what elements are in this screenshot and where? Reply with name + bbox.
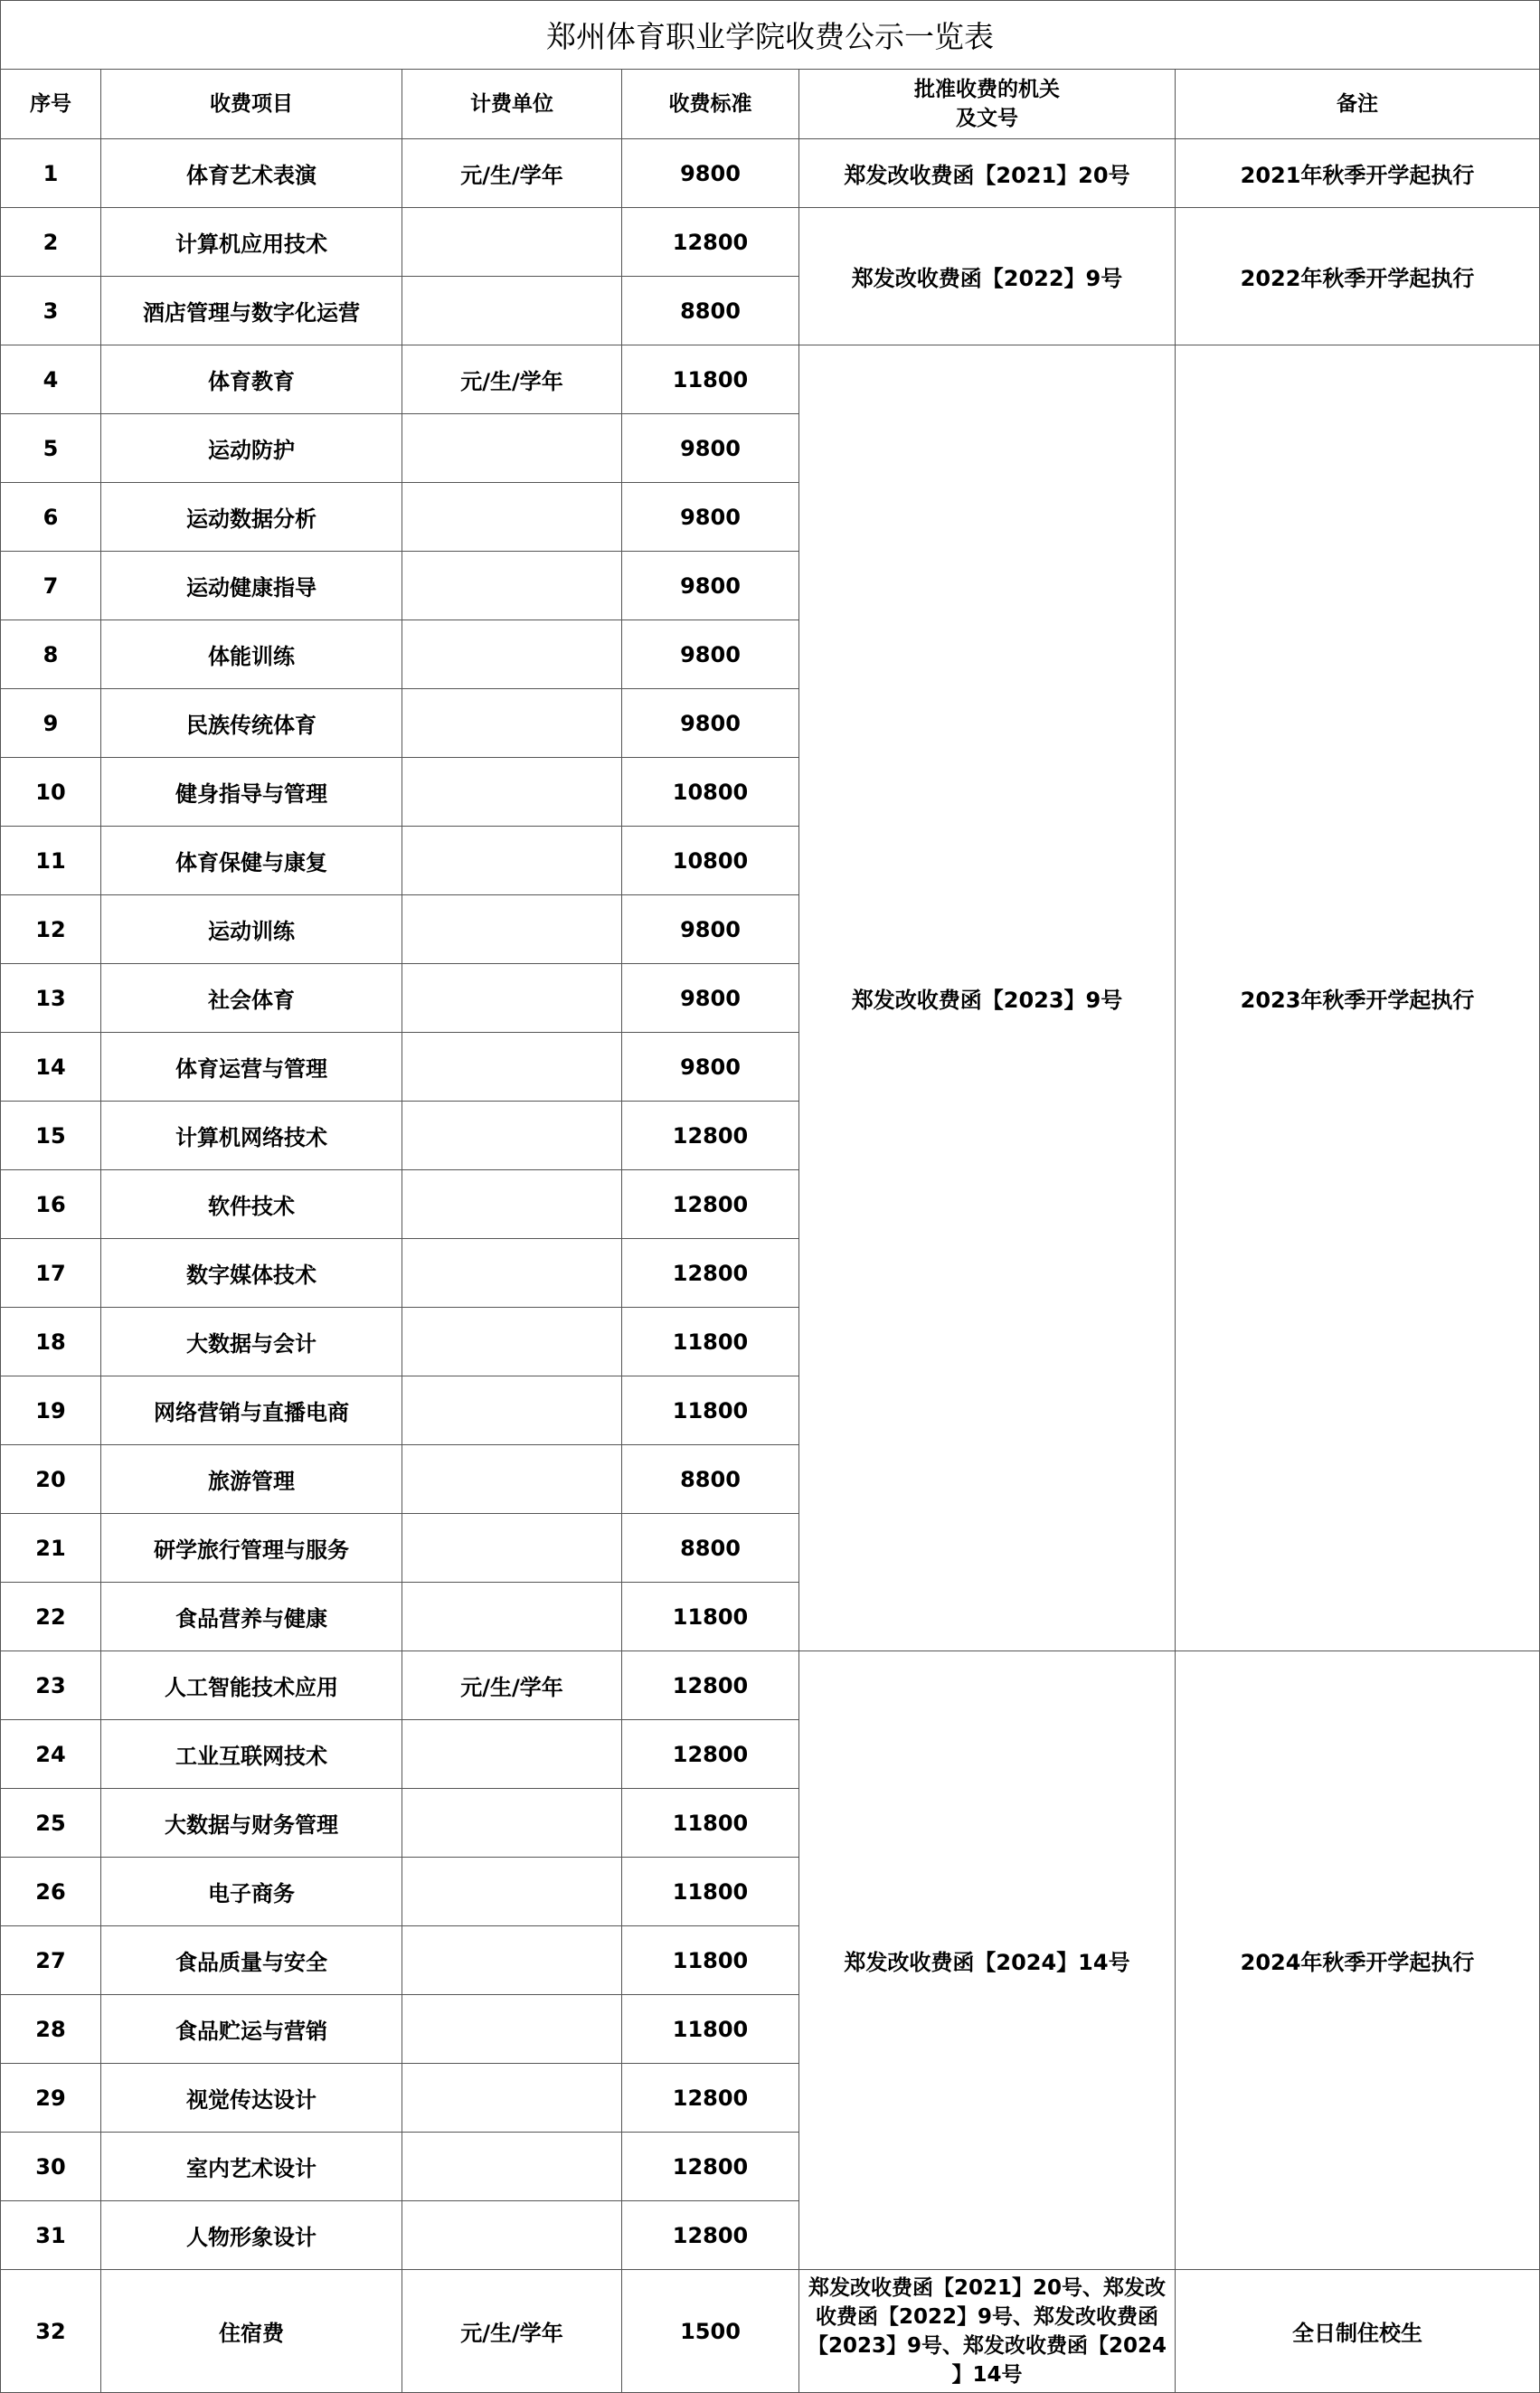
cell-unit: 元/生/学年	[402, 2270, 622, 2393]
cell-standard: 12800	[622, 1102, 799, 1170]
cell-item: 计算机应用技术	[101, 208, 402, 277]
cell-standard: 9800	[622, 483, 799, 552]
cell-unit	[402, 277, 622, 345]
cell-item: 健身指导与管理	[101, 758, 402, 827]
cell-item: 大数据与会计	[101, 1308, 402, 1376]
cell-no: 3	[1, 277, 101, 345]
cell-unit	[402, 964, 622, 1033]
cell-no: 17	[1, 1239, 101, 1308]
cell-item: 电子商务	[101, 1858, 402, 1926]
cell-item: 研学旅行管理与服务	[101, 1514, 402, 1583]
cell-standard: 11800	[622, 1995, 799, 2064]
cell-standard: 12800	[622, 1651, 799, 1720]
cell-item: 人工智能技术应用	[101, 1651, 402, 1720]
cell-no: 21	[1, 1514, 101, 1583]
cell-standard: 8800	[622, 277, 799, 345]
cell-unit	[402, 1720, 622, 1789]
authority-line: 收费函【2022】9号、郑发改收费函	[815, 2304, 1159, 2329]
cell-item: 酒店管理与数字化运营	[101, 277, 402, 345]
cell-no: 10	[1, 758, 101, 827]
cell-unit	[402, 1583, 622, 1651]
cell-unit	[402, 1102, 622, 1170]
cell-no: 25	[1, 1789, 101, 1858]
cell-unit	[402, 1995, 622, 2064]
cell-no: 31	[1, 2201, 101, 2270]
cell-unit	[402, 2201, 622, 2270]
table-title: 郑州体育职业学院收费公示一览表	[1, 1, 1540, 70]
cell-standard: 9800	[622, 689, 799, 758]
header-authority-line2: 及文号	[956, 107, 1018, 130]
cell-standard: 12800	[622, 208, 799, 277]
cell-no: 18	[1, 1308, 101, 1376]
cell-unit	[402, 1239, 622, 1308]
cell-unit: 元/生/学年	[402, 139, 622, 208]
cell-unit	[402, 483, 622, 552]
cell-standard: 11800	[622, 345, 799, 414]
authority-line: 【2023】9号、郑发改收费函【2024	[807, 2333, 1167, 2358]
authority-line: 郑发改收费函【2021】20号、郑发改	[808, 2275, 1167, 2300]
cell-unit	[402, 208, 622, 277]
cell-unit	[402, 1789, 622, 1858]
table-row	[1, 1651, 1540, 1720]
cell-standard: 11800	[622, 1789, 799, 1858]
cell-authority: 郑发改收费函【2023】9号	[799, 345, 1176, 1651]
cell-authority: 郑发改收费函【2022】9号	[799, 208, 1176, 345]
cell-item: 体育艺术表演	[101, 139, 402, 208]
cell-no: 4	[1, 345, 101, 414]
cell-no: 9	[1, 689, 101, 758]
cell-remark: 2023年秋季开学起执行	[1176, 345, 1540, 1651]
cell-item: 运动防护	[101, 414, 402, 483]
cell-item: 工业互联网技术	[101, 1720, 402, 1789]
cell-unit	[402, 1376, 622, 1445]
cell-no: 5	[1, 414, 101, 483]
cell-unit	[402, 1445, 622, 1514]
cell-item: 食品营养与健康	[101, 1583, 402, 1651]
cell-item: 食品贮运与营销	[101, 1995, 402, 2064]
cell-item: 体育教育	[101, 345, 402, 414]
cell-no: 8	[1, 620, 101, 689]
cell-no: 30	[1, 2133, 101, 2201]
cell-standard: 9800	[622, 1033, 799, 1102]
cell-no: 28	[1, 1995, 101, 2064]
cell-no: 1	[1, 139, 101, 208]
cell-standard: 12800	[622, 1239, 799, 1308]
cell-no: 32	[1, 2270, 101, 2393]
cell-item: 食品质量与安全	[101, 1926, 402, 1995]
cell-unit	[402, 2133, 622, 2201]
cell-unit: 元/生/学年	[402, 345, 622, 414]
cell-unit	[402, 414, 622, 483]
table-row	[1, 208, 1540, 277]
cell-item: 运动训练	[101, 895, 402, 964]
cell-unit	[402, 552, 622, 620]
header-standard: 收费标准	[622, 70, 799, 139]
header-no: 序号	[1, 70, 101, 139]
table-row	[1, 2270, 1540, 2393]
cell-no: 16	[1, 1170, 101, 1239]
cell-item: 社会体育	[101, 964, 402, 1033]
cell-no: 13	[1, 964, 101, 1033]
cell-unit	[402, 1858, 622, 1926]
cell-item: 大数据与财务管理	[101, 1789, 402, 1858]
cell-standard: 11800	[622, 1858, 799, 1926]
cell-standard: 9800	[622, 414, 799, 483]
cell-standard: 12800	[622, 1720, 799, 1789]
cell-item: 数字媒体技术	[101, 1239, 402, 1308]
cell-unit	[402, 1926, 622, 1995]
cell-item: 体育保健与康复	[101, 827, 402, 895]
cell-standard: 9800	[622, 620, 799, 689]
cell-standard: 9800	[622, 895, 799, 964]
cell-item: 住宿费	[101, 2270, 402, 2393]
cell-standard: 11800	[622, 1376, 799, 1445]
cell-no: 23	[1, 1651, 101, 1720]
cell-item: 网络营销与直播电商	[101, 1376, 402, 1445]
cell-no: 14	[1, 1033, 101, 1102]
cell-unit	[402, 1308, 622, 1376]
cell-authority: 郑发改收费函【2021】20号	[799, 139, 1176, 208]
cell-standard: 12800	[622, 2133, 799, 2201]
cell-no: 2	[1, 208, 101, 277]
cell-authority: 郑发改收费函【2024】14号	[799, 1651, 1176, 2270]
cell-item: 民族传统体育	[101, 689, 402, 758]
header-authority-line1: 批准收费的机关	[914, 78, 1060, 101]
cell-item: 室内艺术设计	[101, 2133, 402, 2201]
cell-standard: 11800	[622, 1926, 799, 1995]
cell-standard: 1500	[622, 2270, 799, 2393]
cell-item: 运动数据分析	[101, 483, 402, 552]
cell-item: 体能训练	[101, 620, 402, 689]
cell-standard: 9800	[622, 552, 799, 620]
cell-remark: 2024年秋季开学起执行	[1176, 1651, 1540, 2270]
table-row	[1, 139, 1540, 208]
cell-remark: 全日制住校生	[1176, 2270, 1540, 2393]
cell-unit	[402, 1170, 622, 1239]
header-remark: 备注	[1176, 70, 1540, 139]
cell-no: 27	[1, 1926, 101, 1995]
cell-unit: 元/生/学年	[402, 1651, 622, 1720]
cell-standard: 11800	[622, 1583, 799, 1651]
cell-no: 12	[1, 895, 101, 964]
cell-item: 运动健康指导	[101, 552, 402, 620]
cell-standard: 10800	[622, 827, 799, 895]
cell-unit	[402, 1033, 622, 1102]
cell-standard: 12800	[622, 2201, 799, 2270]
cell-no: 7	[1, 552, 101, 620]
cell-item: 计算机网络技术	[101, 1102, 402, 1170]
cell-no: 26	[1, 1858, 101, 1926]
cell-item: 体育运营与管理	[101, 1033, 402, 1102]
cell-standard: 12800	[622, 1170, 799, 1239]
cell-unit	[402, 827, 622, 895]
header-item: 收费项目	[101, 70, 402, 139]
cell-standard: 11800	[622, 1308, 799, 1376]
authority-line: 】14号	[951, 2362, 1023, 2387]
cell-no: 22	[1, 1583, 101, 1651]
cell-no: 11	[1, 827, 101, 895]
cell-unit	[402, 620, 622, 689]
cell-no: 6	[1, 483, 101, 552]
cell-unit	[402, 895, 622, 964]
cell-unit	[402, 758, 622, 827]
cell-standard: 10800	[622, 758, 799, 827]
cell-item: 视觉传达设计	[101, 2064, 402, 2133]
cell-standard: 9800	[622, 964, 799, 1033]
cell-item: 人物形象设计	[101, 2201, 402, 2270]
cell-no: 20	[1, 1445, 101, 1514]
cell-no: 19	[1, 1376, 101, 1445]
table-row	[1, 345, 1540, 414]
cell-authority	[799, 2270, 1176, 2393]
cell-unit	[402, 2064, 622, 2133]
cell-standard: 9800	[622, 139, 799, 208]
cell-remark: 2021年秋季开学起执行	[1176, 139, 1540, 208]
header-authority	[799, 70, 1176, 139]
cell-standard: 12800	[622, 2064, 799, 2133]
cell-no: 29	[1, 2064, 101, 2133]
cell-standard: 8800	[622, 1445, 799, 1514]
header-unit: 计费单位	[402, 70, 622, 139]
cell-standard: 8800	[622, 1514, 799, 1583]
cell-no: 24	[1, 1720, 101, 1789]
cell-item: 旅游管理	[101, 1445, 402, 1514]
cell-no: 15	[1, 1102, 101, 1170]
cell-item: 软件技术	[101, 1170, 402, 1239]
cell-unit	[402, 689, 622, 758]
cell-unit	[402, 1514, 622, 1583]
cell-remark: 2022年秋季开学起执行	[1176, 208, 1540, 345]
